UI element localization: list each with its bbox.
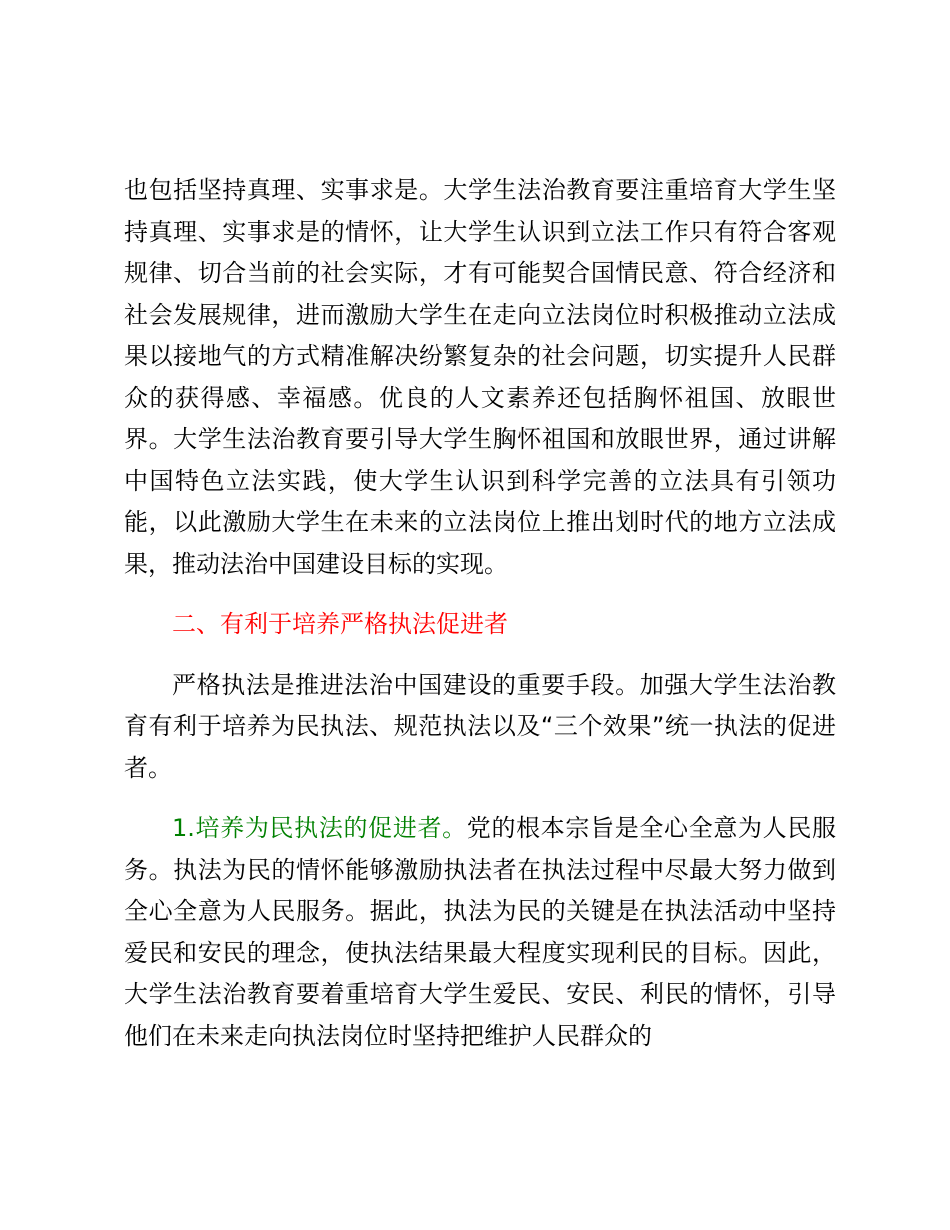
document-body bbox=[124, 170, 836, 1057]
paragraph-with-subheading bbox=[124, 808, 836, 1057]
paragraph-body: 党的根本宗旨是全心全意为人民服务。执法为民的情怀能够激励执法者在执法过程中尽最大努力做到全心全意为人民服务。据此，执法为民的关键是在执法活动中坚持爱民和安民的理念，使执法结果最大程度实现利民的目标。因此，大学生法治教育要着重培育大学生爱民、安民、利民的情怀，引导他们在未来走向执法岗位时坚持把维护人民群众的 bbox=[124, 814, 837, 1050]
subheading: 1.培养为民执法的促进者。 bbox=[172, 814, 467, 842]
section-heading: 二、有利于培养严格执法促进者 bbox=[172, 610, 508, 638]
paragraph-intro: 严格执法是推进法治中国建设的重要手段。加强大学生法治教育有利于培养为民执法、规范执法以及“三个效果”统一执法的促进者。 bbox=[124, 670, 836, 782]
paragraph-continued: 也包括坚持真理、实事求是。大学生法治教育要注重培育大学生坚持真理、实事求是的情怀，让大学生认识到立法工作只有符合客观规律、切合当前的社会实际，才有可能契合国情民意、符合经济和社会发展规律，进而激励大学生在走向立法岗位时积极推动立法成果以接地气的方式精准解决纷繁复杂的社会问题，切实提升人民群众的获得感、幸福感。优良的人文素养还包括胸怀祖国、放眼世界。大学生法治教育要引导大学生胸怀祖国和放眼世界，通过讲解中国特色立法实践，使大学生认识到科学完善的立法具有引领功能，以此激励大学生在未来的立法岗位上推出划时代的地方立法成果，推动法治中国建设目标的实现。 bbox=[124, 176, 836, 578]
